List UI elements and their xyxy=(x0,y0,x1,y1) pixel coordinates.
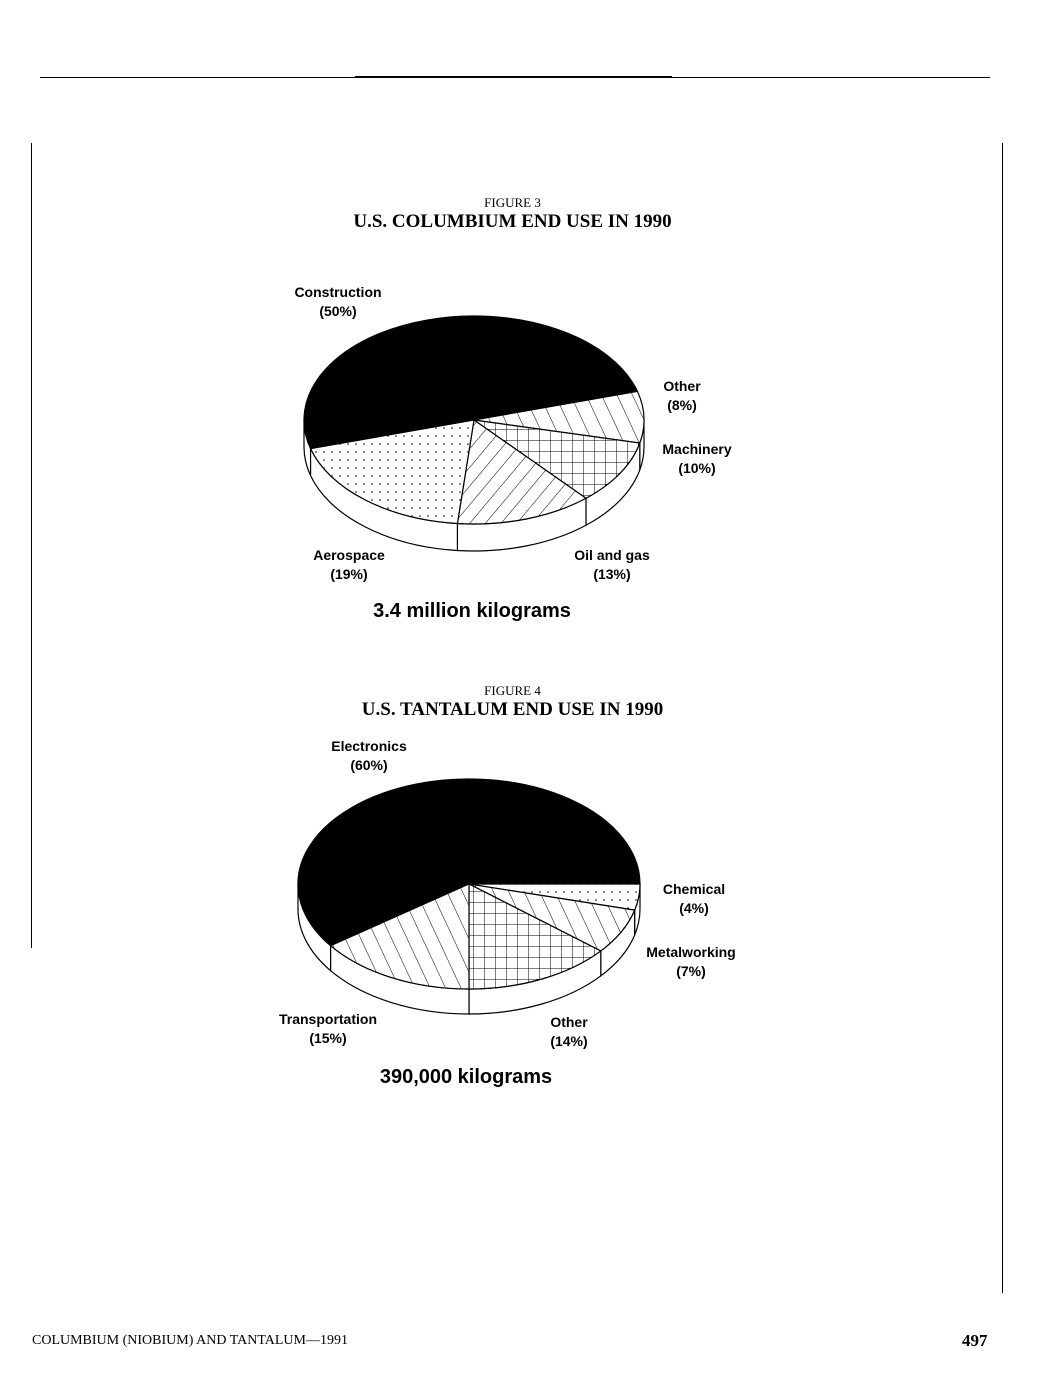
fig3-label-oil-gas-pct: (13%) xyxy=(593,566,631,582)
fig3-total: 3.4 million kilograms xyxy=(373,600,571,622)
fig4-label-electronics xyxy=(310,737,428,775)
figure-4-label: FIGURE 4 xyxy=(484,683,541,698)
fig4-label-metalworking xyxy=(634,943,748,981)
footer-running-title: COLUMBIUM (NIOBIUM) AND TANTALUM—1991 xyxy=(32,1333,348,1348)
figure-3-title: U.S. COLUMBIUM END USE IN 1990 xyxy=(353,211,672,232)
fig4-label-electronics-name: Electronics xyxy=(331,738,407,754)
fig4-label-chemical-pct: (4%) xyxy=(679,900,709,916)
fig4-label-other-name: Other xyxy=(550,1014,588,1030)
figure-3-label: FIGURE 3 xyxy=(484,195,541,210)
fig4-label-metalworking-pct: (7%) xyxy=(676,963,706,979)
fig3-label-aerospace xyxy=(294,546,404,584)
fig4-label-transportation xyxy=(262,1010,394,1048)
fig3-label-other-name: Other xyxy=(663,378,701,394)
fig3-label-construction xyxy=(272,283,404,321)
fig3-label-oil-gas xyxy=(556,546,668,584)
fig3-label-aerospace-pct: (19%) xyxy=(330,566,368,582)
page-number: 497 xyxy=(962,1331,988,1350)
fig4-label-chemical xyxy=(648,880,740,918)
fig3-label-construction-pct: (50%) xyxy=(319,303,357,319)
fig3-label-machinery-pct: (10%) xyxy=(678,460,716,476)
fig4-label-transportation-name: Transportation xyxy=(278,1011,377,1027)
fig3-label-construction-name: Construction xyxy=(294,284,382,300)
fig3-label-oil-gas-name: Oil and gas xyxy=(574,547,650,563)
figure-4-title: U.S. TANTALUM END USE IN 1990 xyxy=(361,699,664,720)
fig3-label-machinery xyxy=(648,440,746,478)
fig3-label-aerospace-name: Aerospace xyxy=(313,547,385,563)
fig3-label-other xyxy=(648,377,716,415)
fig4-label-chemical-name: Chemical xyxy=(662,881,726,897)
fig4-total: 390,000 kilograms xyxy=(379,1066,553,1088)
fig4-label-other-pct: (14%) xyxy=(550,1033,588,1049)
fig3-label-machinery-name: Machinery xyxy=(662,441,732,457)
fig4-label-other xyxy=(528,1013,610,1051)
fig4-label-metalworking-name: Metalworking xyxy=(646,944,736,960)
fig3-label-other-pct: (8%) xyxy=(667,397,697,413)
fig4-label-electronics-pct: (60%) xyxy=(350,757,388,773)
fig4-label-transportation-pct: (15%) xyxy=(309,1030,347,1046)
